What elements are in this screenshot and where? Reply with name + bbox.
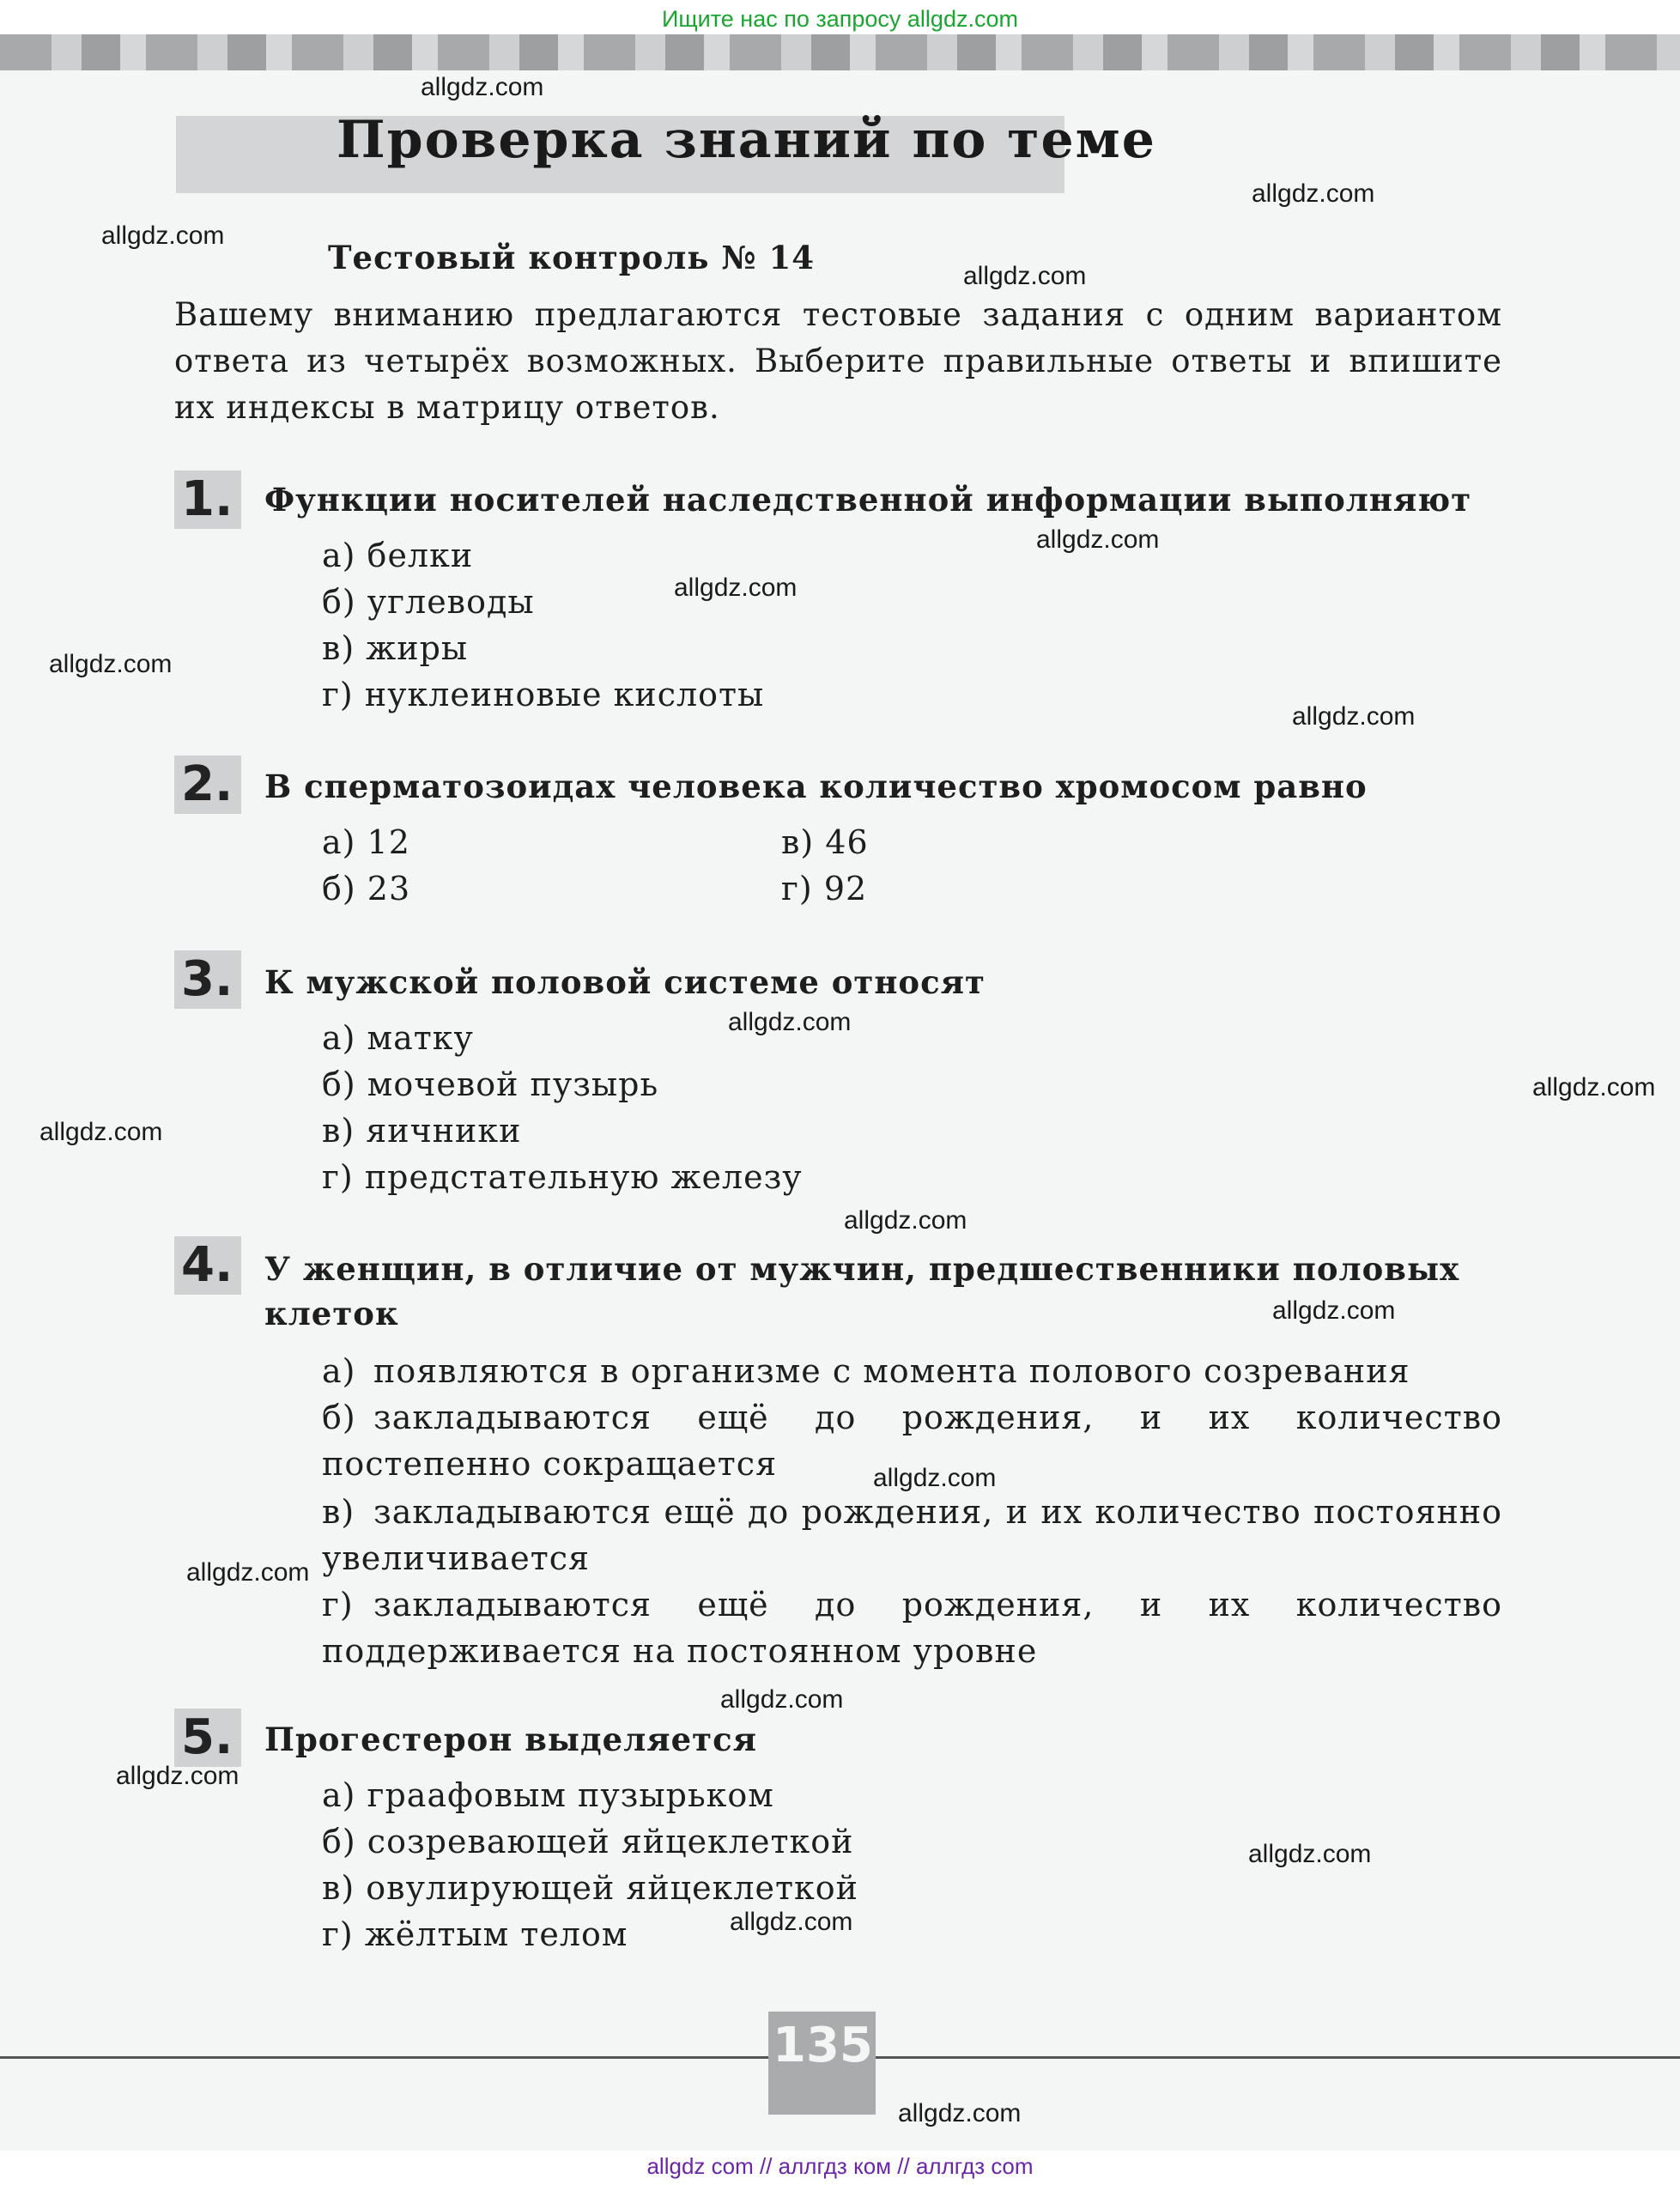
q5-option-a: а) граафовым пузырьком (322, 1776, 774, 1814)
q1-option-d: г) нуклеиновые кислоты (322, 676, 765, 713)
q1-option-b: б) углеводы (322, 583, 535, 621)
watermark: allgdz.com (1292, 702, 1416, 731)
watermark: allgdz.com (1272, 1296, 1396, 1325)
q1-option-c: в) жиры (322, 629, 469, 667)
q5-option-c: в) овулирующей яйцеклеткой (322, 1869, 858, 1907)
q1-option-a: а) белки (322, 537, 474, 574)
question-text-5: Прогестерон выделяется (264, 1721, 757, 1758)
watermark: allgdz.com (1248, 1840, 1372, 1868)
question-text-2: В сперматозоидах человека количество хромосом равно (264, 768, 1368, 805)
question-text-1: Функции носителей наследственной информации выполняют (264, 481, 1472, 519)
q4-option-a-text: появляются в организме с момента полового созревания (373, 1352, 1410, 1390)
top-banner-link[interactable]: Ищите нас по запросу allgdz.com (0, 0, 1680, 34)
q4-option-d-text: закладываются ещё до рождения, и их количество поддерживается на постоянном уровне (322, 1586, 1502, 1670)
q2-option-b: б) 23 (322, 870, 411, 907)
question-number-1: 1. (174, 470, 241, 529)
q4-option-c-letter: в) (322, 1493, 355, 1531)
watermark: allgdz.com (421, 73, 544, 101)
question-text-3: К мужской половой системе относят (264, 963, 986, 1001)
watermark: allgdz.com (186, 1558, 310, 1587)
question-number-2: 2. (174, 756, 241, 814)
q2-option-a: а) 12 (322, 823, 410, 861)
q4-option-a (322, 1348, 1502, 1394)
q4-option-b-letter: б) (322, 1399, 356, 1436)
watermark: allgdz.com (1036, 525, 1160, 554)
intro-paragraph: Вашему вниманию предлагаются тестовые задания с одним вариантом ответа из четырёх возможных. Выберите правильные ответы и впишите их индексы в матрицу ответов. (174, 296, 1502, 426)
q4-option-a-letter: а) (322, 1352, 356, 1390)
q4-option-d-letter: г) (322, 1586, 354, 1624)
q2-option-c: в) 46 (781, 823, 869, 861)
page-title: Проверка знаний по теме (337, 110, 1156, 170)
watermark: allgdz.com (39, 1118, 163, 1146)
question-number-4: 4. (174, 1236, 241, 1295)
bottom-banner-links[interactable]: allgdz com // аллгдз ком // аллгдз com (0, 2151, 1680, 2185)
watermark: allgdz.com (844, 1206, 967, 1235)
watermark: allgdz.com (1532, 1073, 1656, 1102)
q3-option-b: б) мочевой пузырь (322, 1065, 659, 1103)
watermark: allgdz.com (963, 262, 1087, 290)
watermark: allgdz.com (116, 1762, 240, 1790)
page-number: 135 (773, 2018, 873, 2073)
watermark: allgdz.com (873, 1464, 997, 1492)
question-number-5: 5. (174, 1709, 241, 1767)
q4-option-b-text: закладываются ещё до рождения, и их количество постепенно сокращается (322, 1399, 1502, 1483)
watermark: allgdz.com (728, 1008, 852, 1036)
q4-option-d (322, 1581, 1502, 1674)
q3-option-d: г) предстательную железу (322, 1158, 803, 1196)
watermark: allgdz.com (101, 222, 225, 250)
watermark: allgdz.com (720, 1685, 844, 1714)
q5-option-d: г) жёлтым телом (322, 1915, 628, 1953)
q3-option-c: в) яичники (322, 1112, 522, 1150)
question-text-4: У женщин, в отличие от мужчин, предшественники половых клеток (264, 1250, 1460, 1332)
decorative-ornament-strip (0, 34, 1680, 70)
watermark: allgdz.com (1252, 179, 1375, 208)
watermark: allgdz.com (730, 1908, 853, 1936)
q4-option-c-text: закладываются ещё до рождения, и их количество постоянно увеличивается (322, 1493, 1502, 1577)
watermark: allgdz.com (898, 2099, 1022, 2127)
watermark: allgdz.com (674, 574, 798, 602)
q2-option-d: г) 92 (781, 870, 868, 907)
test-heading: Тестовый контроль № 14 (328, 239, 815, 276)
question-number-3: 3. (174, 950, 241, 1009)
watermark: allgdz.com (49, 650, 173, 678)
q5-option-b: б) созревающей яйцеклеткой (322, 1823, 854, 1860)
q3-option-a: а) матку (322, 1019, 474, 1057)
q4-option-c (322, 1489, 1502, 1581)
